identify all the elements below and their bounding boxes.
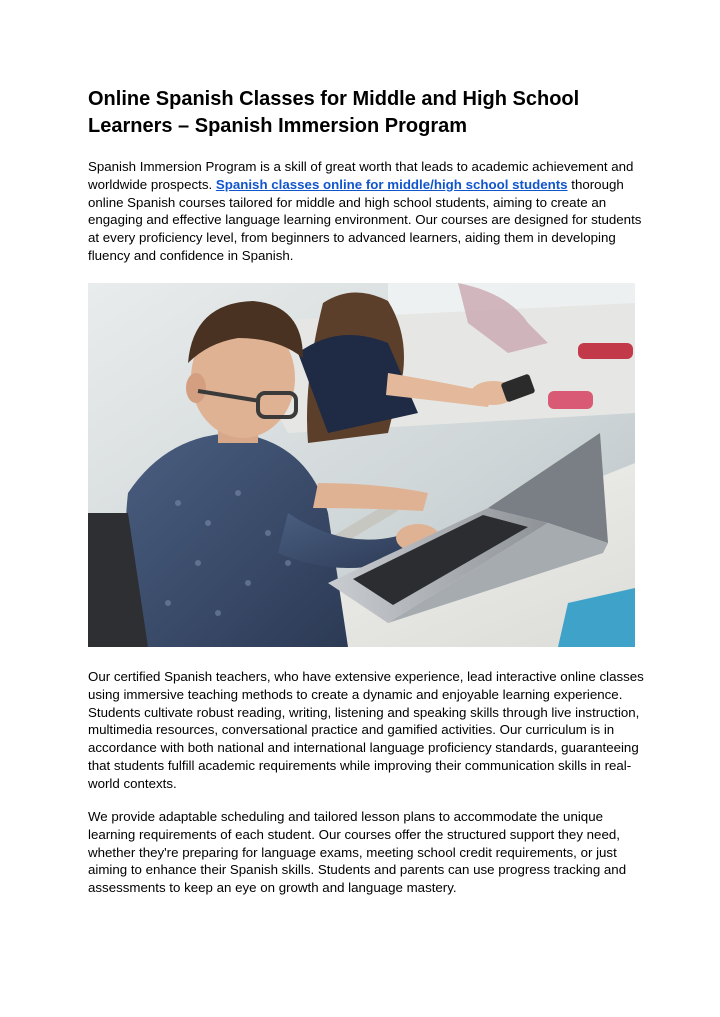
classroom-illustration: [88, 283, 635, 647]
page-title: Online Spanish Classes for Middle and High School Learners – Spanish Immersion Program: [88, 88, 580, 137]
pencil-case-2: [548, 391, 593, 409]
intro-paragraph: [88, 158, 648, 265]
intro-text-before-link: Spanish Immersion Program is a skill of great worth that leads to academic achievement and worldwide prospects.: [88, 159, 634, 192]
teachers-paragraph: Our certified Spanish teachers, who have extensive experience, lead interactive online classes using immersive teaching methods to create a dynamic and enjoyable learning experience. Students cultivate robust reading, writing, listening and speaking skills through live instruction, multimedia resources, conversational practice and gamified activities. Our curriculum is in accordance with both national and international language proficiency standards, guaranteeing that students fulfill academic requirements while improving their communication skills in real-world contexts.: [88, 669, 644, 791]
pencil-case: [578, 343, 633, 359]
spanish-classes-link[interactable]: Spanish classes online for middle/high school students: [215, 176, 568, 192]
scheduling-paragraph: We provide adaptable scheduling and tailored lesson plans to accommodate the unique learning requirements of each student. Our courses offer the structured support they need, whether they're preparing for language exams, meeting school credit requirements, or just aiming to enhance their Spanish skills. Students and parents can use progress tracking and assessments to keep an eye on growth and language mastery.: [88, 809, 627, 896]
intro-text-after-link: thorough online Spanish courses tailored for middle and high school students, aiming to create an engaging and effective language learning environment. Our courses are designed for students at every proficiency level, from beginners to advanced learners, aiding them in developing fluency and confidence in Spanish.: [88, 176, 642, 263]
students-with-laptop-photo: [88, 283, 635, 647]
